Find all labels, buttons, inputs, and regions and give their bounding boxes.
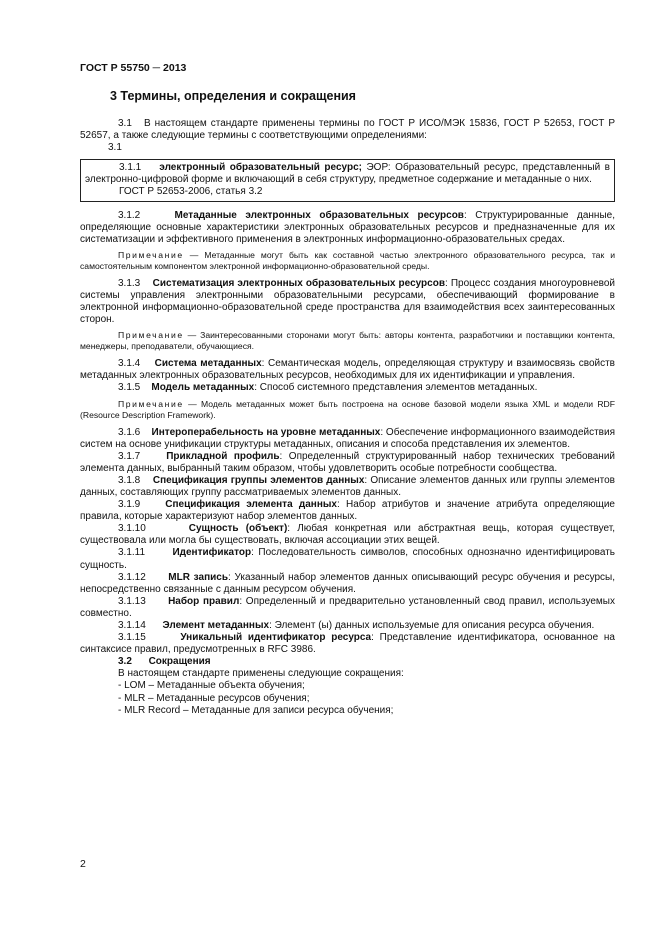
note-3-1-2: Примечание — Метаданные могут быть как составной частью электронного образовательного ресурса, так и самостоятельным компонентом электронной информационно-образовательной среды.: [80, 249, 615, 271]
intro-paragraph: 3.1 В настоящем стандарте применены термины по ГОСТ Р ИСО/МЭК 15836, ГОСТ Р 52653, ГОСТ Р 52657, а также следующие термины с соответствующими определениями:: [80, 118, 615, 142]
note-3-1-5: Примечание — Модель метаданных может быть построена на основе базовой модели языка XML и модели RDF (Resource Description Framework).: [80, 398, 615, 420]
term-3-1-13: 3.1.13 Набор правил: Определенный и предварительно установленный свод правил, используемых совместно.: [80, 595, 615, 619]
list-item: - MLR Record – Метаданные для записи ресурса обучения;: [118, 704, 394, 716]
term-3-1-3: 3.1.3 Систематизация электронных образовательных ресурсов: Процесс создания многоуровневой системы управления электронными образовательными ресурсами, обеспечивающий формирование в электронной информационно-образовательной среде пространства для взаимодействия всех заинтересованных сторон.: [80, 277, 615, 326]
list-item: - MLR – Метаданные ресурсов обучения;: [118, 692, 310, 704]
term-3-1-2: 3.1.2 Метаданные электронных образовательных ресурсов: Структурированные данные, определяющие основные характеристики электронных образовательных ресурсов и предназначенные для их систематизации и эффективного применения в электронных информационно-образовательных средах.: [80, 209, 615, 245]
abbrev-list: [80, 680, 615, 716]
term-3-1-8: 3.1.8 Спецификация группы элементов данных: Описание элементов данных или группы элементов данных, составляющих группу рассматриваемых элементов данных.: [80, 474, 615, 498]
section-title: 3 Термины, определения и сокращения: [110, 89, 356, 103]
note-3-1-3: Примечание — Заинтересованными сторонами могут быть: авторы контента, разработчики и поставщики контента, менеджеры, преподаватели, обучающиеся.: [80, 330, 615, 352]
term-3-1-5: 3.1.5 Модель метаданных: Способ системного представления элементов метаданных.: [118, 382, 538, 394]
term-3-1-11: 3.1.11 Идентификатор: Последовательность символов, способных однозначно идентифицировать сущность.: [80, 547, 615, 571]
term-3-1-4: 3.1.4 Система метаданных: Семантическая модель, определяющая структуру и взаимосвязь свойств метаданных электронных образовательных ресурсов, необходимых для их идентификации и управления.: [80, 358, 615, 382]
term-3-1-9: 3.1.9 Спецификация элемента данных: Набор атрибутов и значение атрибута определяющие правила, которые характеризуют набор элементов данных.: [80, 499, 615, 523]
list-item: - LOM – Метаданные объекта обучения;: [118, 680, 305, 692]
term-box-3-1-1: 3.1.1 электронный образовательный ресурс; ЭОР: Образовательный ресурс, представленный в электронно-цифровой форме и включающий в себя структуру, предметное содержание и метаданные о них. ГОСТ Р 52653-2006, статья 3.2: [80, 159, 615, 201]
term-3-1-12: 3.1.12 MLR запись: Указанный набор элементов данных описывающий ресурс обучения и ресурсы, непосредственно связанные с данным ресурсом обучения.: [80, 571, 615, 595]
intro-sub-number: 3.1: [108, 142, 122, 154]
term-3-1-15: 3.1.15 Уникальный идентификатор ресурса: Представление идентификатора, основанное на синтаксисе правил, предусмотренных в RFC 3986.: [80, 632, 615, 656]
page-number: 2: [80, 858, 86, 870]
term-source: ГОСТ Р 52653-2006, статья 3.2: [119, 186, 263, 198]
section-body: [80, 118, 615, 717]
term-3-1-7: 3.1.7 Прикладной профиль: Определенный структурированный набор технических требований элемента данных, выбранный таким образом, чтобы удовлетворить особые потребности сообщества.: [80, 450, 616, 474]
document-header: ГОСТ Р 55750 ─ 2013: [80, 62, 187, 74]
term-name: электронный образовательный ресурс;: [159, 162, 362, 174]
term-3-1-10: 3.1.10 Сущность (объект): Любая конкретная или абстрактная вещь, которая существует, существовала или могла бы существовать, включая ассоциации этих вещей.: [80, 523, 615, 547]
term-3-1-14: 3.1.14 Элемент метаданных: Элемент (ы) данных используемые для описания ресурса обучения.: [118, 620, 595, 631]
term-3-1-6: 3.1.6 Интероперабельность на уровне метаданных: Обеспечение информационного взаимодействия систем на основе унификации структуры метаданных, описания и способа представления их элементов.: [80, 426, 615, 450]
abbrev-heading: 3.2 Сокращения: [118, 656, 211, 668]
abbrev-intro: В настоящем стандарте применены следующие сокращения:: [118, 668, 404, 680]
